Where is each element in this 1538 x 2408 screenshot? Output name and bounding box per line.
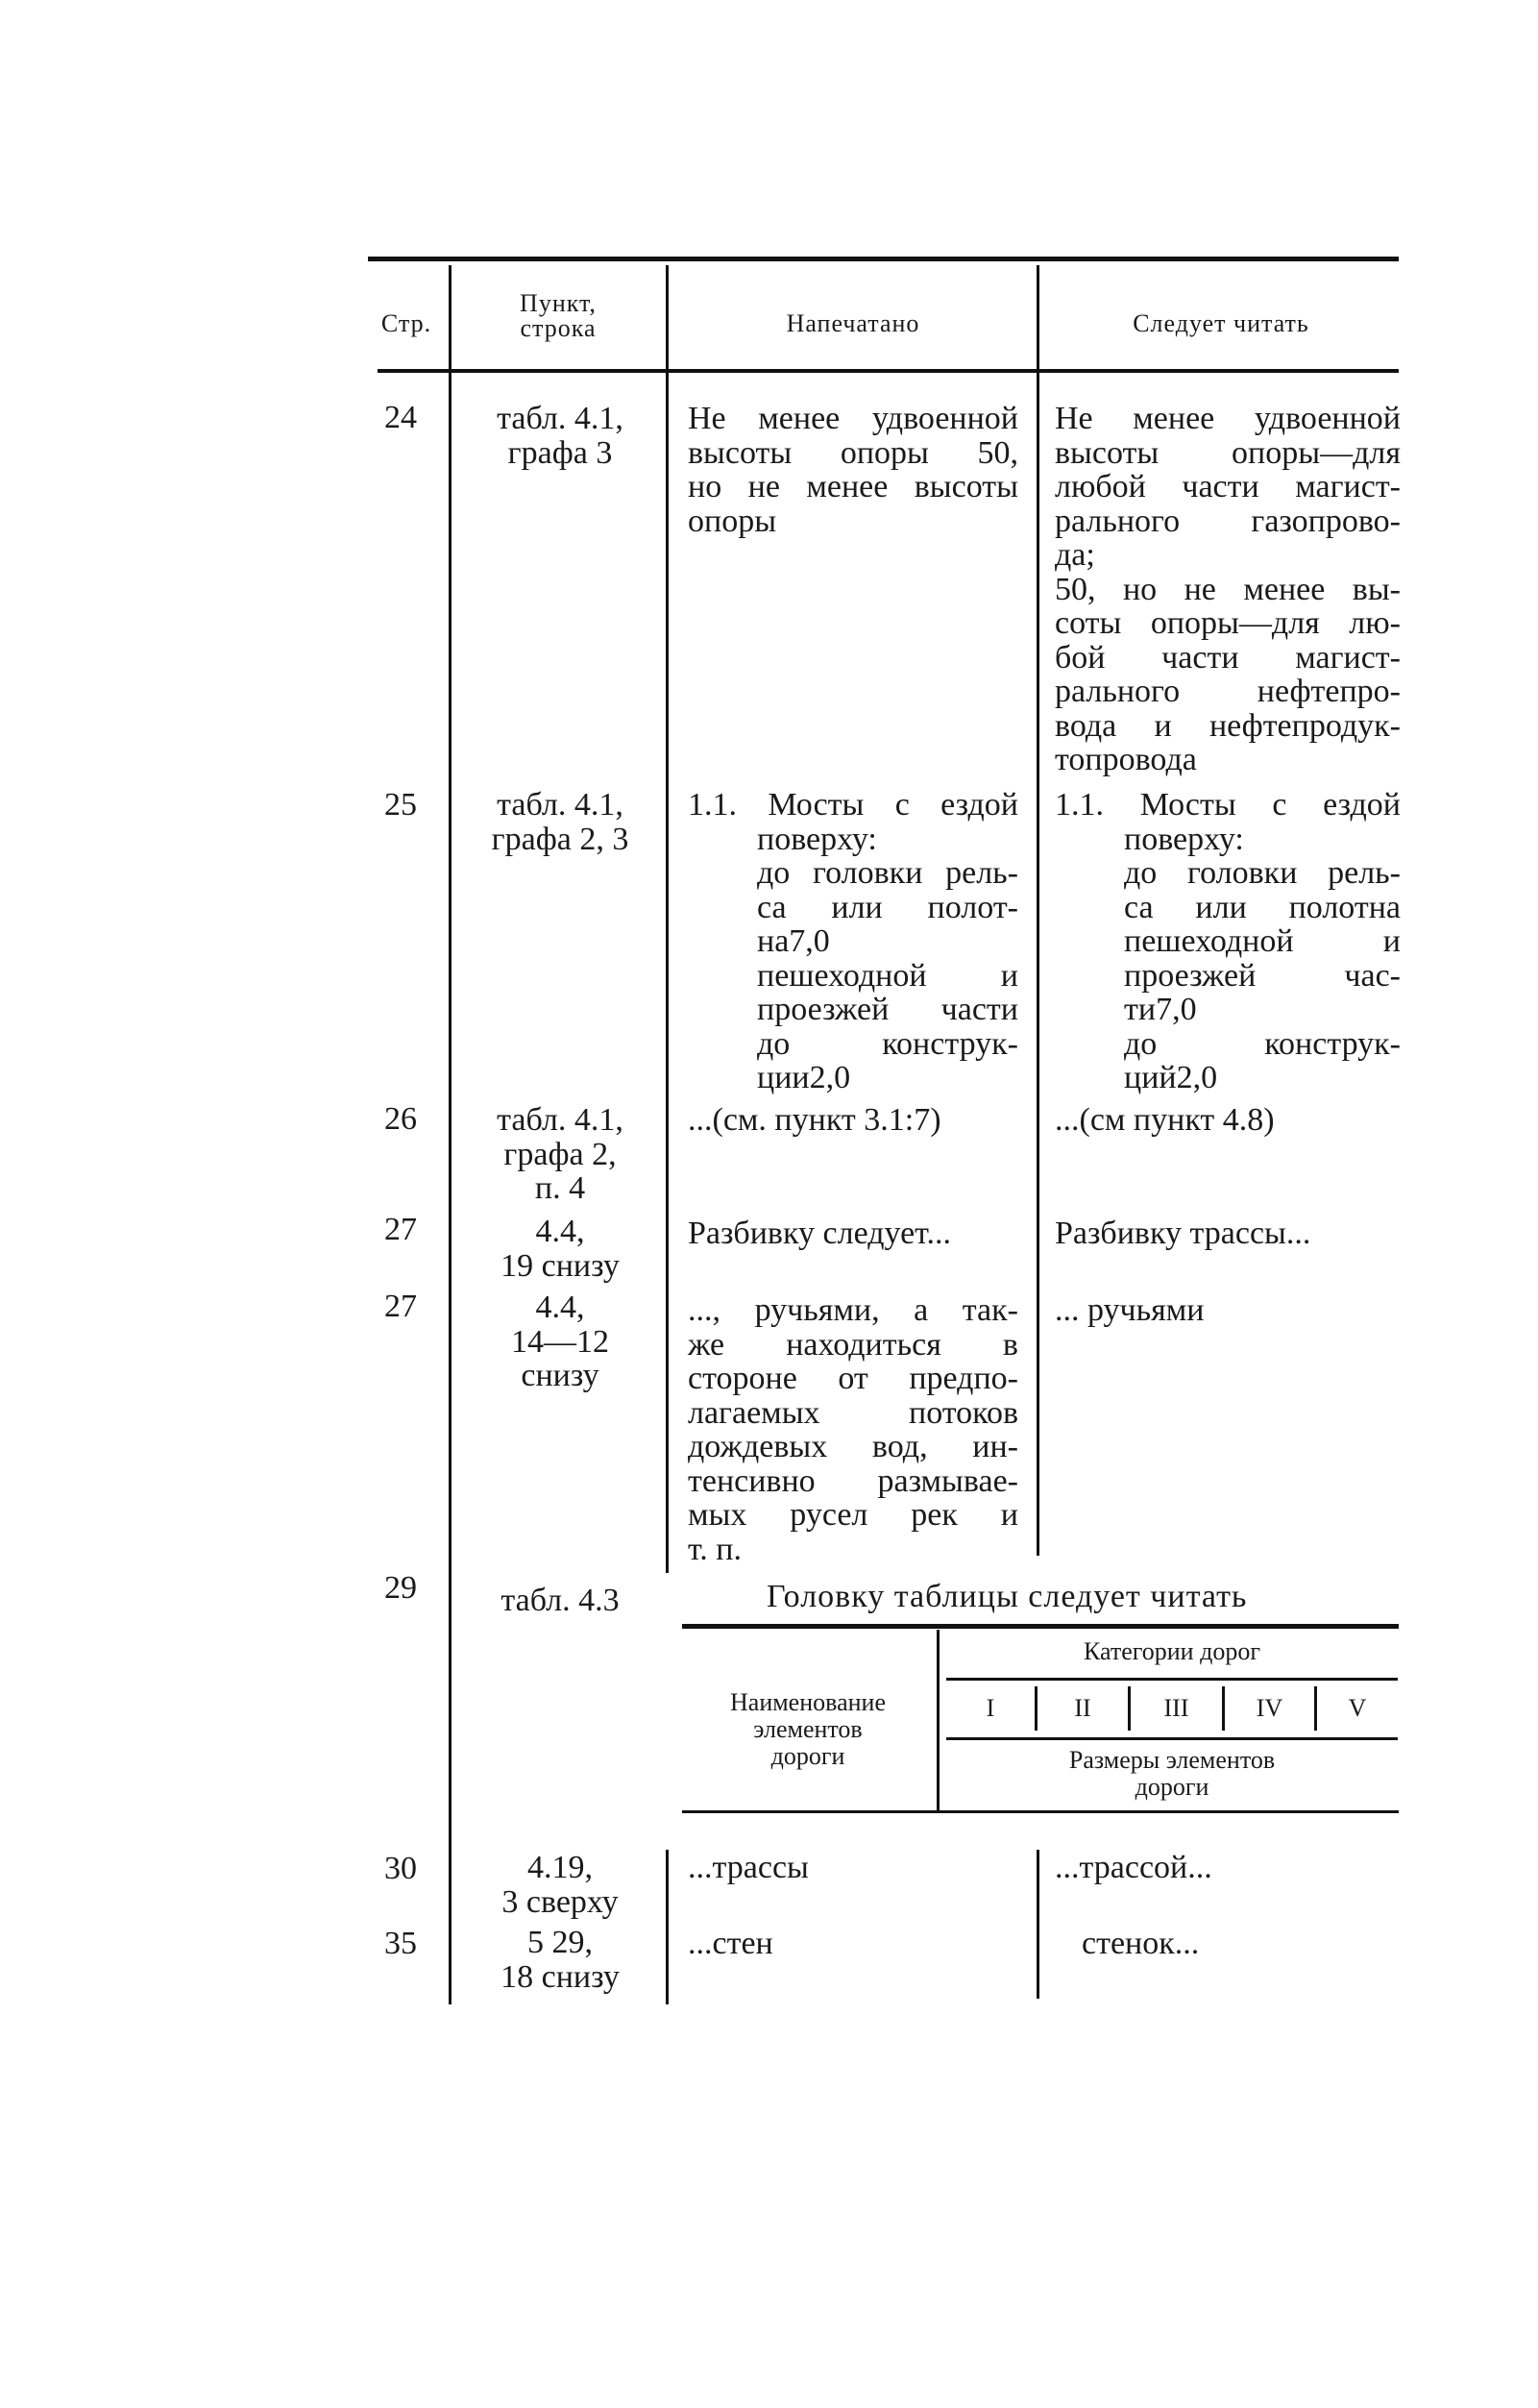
cell-line (688, 856, 1018, 891)
text-line: до головки рель- (1124, 855, 1401, 891)
cell-line: рального нефтепро- (1055, 674, 1401, 709)
row-page: 29 (384, 1570, 417, 1606)
cell-line: поверху: (757, 821, 877, 857)
category-label: V (1348, 1694, 1367, 1722)
subtable-values-rule (946, 1737, 1398, 1740)
cell-line: ...(см пункт 4.8) (1055, 1102, 1275, 1138)
row-should-read (1055, 1216, 1401, 1251)
category-label: III (1163, 1694, 1189, 1722)
cell-line: тенсивно размывае- (688, 1462, 1018, 1499)
cell-line: поверху: (1124, 821, 1244, 857)
row-page: 30 (384, 1851, 417, 1886)
cell-line: ..., ручьями, а так- (688, 1292, 1018, 1328)
subtable-bottom-rule (682, 1810, 1399, 1813)
subtable-categories-rule (946, 1678, 1398, 1681)
cell-line (688, 924, 1018, 959)
cell-line: мых русел рек и (688, 1497, 1018, 1533)
row-item (459, 1103, 661, 1206)
cell-line (1055, 993, 1401, 1027)
text-line: 7,0 (789, 923, 830, 959)
text-line: 2,0 (809, 1060, 851, 1095)
row-printed (688, 1851, 1018, 1885)
cell-line: Не менее удвоенной (688, 401, 1018, 436)
cell-line (1055, 856, 1401, 891)
cell-line: высоты опоры 50, (688, 434, 1018, 471)
row-should-read (1055, 1293, 1401, 1328)
categories-title: Категории дорог (1083, 1637, 1260, 1665)
text-line: элементов (753, 1715, 863, 1743)
cell-line: рального газопрово- (1055, 503, 1401, 539)
text-line: Наименование (730, 1688, 886, 1716)
cell-line: 4.4, (535, 1290, 585, 1325)
cell-line (688, 993, 1018, 1027)
cell-line: Разбивку трассы... (1055, 1216, 1311, 1251)
cell-line: табл. 4.3 (500, 1583, 620, 1618)
text-line: пешеходной и (757, 957, 1018, 994)
cell-line: стенок... (1082, 1926, 1200, 1961)
row-printed (688, 1103, 1018, 1138)
header-item-line2: строка (520, 314, 597, 342)
header-page: Стр. (380, 309, 432, 337)
row-printed (688, 1927, 1018, 1961)
row-item (459, 1290, 661, 1393)
text-line: Размеры элементов (1068, 1746, 1276, 1774)
cell-line: 3 сверху (501, 1883, 619, 1920)
cell-line: дождевых вод, ин- (688, 1429, 1018, 1464)
cell-line (688, 1027, 1018, 1062)
text-line: дороги (770, 1742, 845, 1770)
cell-line (1055, 924, 1401, 959)
col-rule-3b (1037, 1850, 1039, 1999)
cell-line: табл. 4.1, (497, 787, 623, 823)
row-printed (688, 1216, 1018, 1251)
cell-line: лагаемых потоков (688, 1394, 1018, 1431)
cell-line: 1.1. Мосты с ездой (688, 787, 1018, 823)
cell-line: графа 2, (503, 1136, 617, 1172)
category-label: I (986, 1694, 995, 1722)
cell-line: графа 3 (507, 434, 613, 471)
row-item (459, 1215, 661, 1283)
cell-line: ...трассой... (1055, 1850, 1212, 1885)
text-line: ти (1124, 992, 1157, 1027)
cell-line: снизу (521, 1358, 599, 1393)
col-rule-2 (666, 265, 669, 1573)
cell-line (1055, 1027, 1401, 1062)
cell-line: Не менее удвоенной (1055, 401, 1401, 436)
row-printed (688, 402, 1018, 538)
text-line: ции (757, 1060, 810, 1095)
cell-line: 4.19, (527, 1850, 593, 1885)
text-line: проезжей части (757, 992, 1018, 1027)
cell-line: 19 снизу (500, 1247, 620, 1284)
header-printed: Напечатано (786, 309, 920, 337)
cell-line (1055, 891, 1401, 925)
text-line: са или полотна (1124, 889, 1401, 925)
cell-line: топровода (1055, 742, 1197, 777)
cell-line: но не менее высоты (688, 469, 1018, 504)
cell-line: Разбивку следует... (688, 1216, 951, 1251)
header-item-line1: Пункт, (520, 289, 597, 317)
cell-line (1055, 959, 1401, 994)
row-item (459, 1926, 661, 1994)
cell-line: графа 2, 3 (491, 821, 629, 857)
cell-line: вода и нефтепродук- (1055, 707, 1401, 744)
row-page: 27 (384, 1289, 417, 1324)
text-line: 7,0 (1156, 992, 1197, 1027)
row-should-read (1055, 1103, 1401, 1138)
cell-line: 18 снизу (500, 1958, 620, 1995)
subtable-top-rule (682, 1624, 1399, 1629)
cell-line: 1.1. Мосты с ездой (1055, 787, 1401, 823)
text-line: до конструк- (757, 1025, 1018, 1062)
text-line: 2,0 (1176, 1060, 1218, 1095)
cell-line: 4.4, (535, 1214, 585, 1249)
header-should-read: Следует читать (1133, 309, 1309, 337)
row-should-read (1082, 1927, 1399, 1961)
row-page: 35 (384, 1926, 417, 1961)
col-rule-2b (666, 1850, 669, 2004)
col-rule-3 (1037, 265, 1039, 1556)
row-item (459, 1584, 661, 1618)
cell-line: стороне от предпо- (688, 1361, 1018, 1396)
row-should-read (1055, 788, 1401, 1095)
cell-line: 50, но не менее вы- (1055, 571, 1401, 607)
row-should-read (1055, 402, 1401, 777)
cell-line: высоты опоры—для (1055, 434, 1401, 471)
category-label: II (1074, 1694, 1091, 1722)
cell-line: 14—12 (511, 1323, 609, 1360)
table-top-rule (368, 257, 1399, 261)
text-line: са или полот- (757, 889, 1018, 925)
subtable-name-rule (937, 1630, 940, 1810)
text-line: проезжей час- (1124, 957, 1401, 994)
header-bottom-rule (378, 369, 1399, 373)
cell-line: 5 29, (527, 1925, 593, 1960)
cell-line (688, 959, 1018, 994)
cell-line: же находиться в (688, 1326, 1018, 1363)
cell-line: любой части магист- (1055, 469, 1401, 504)
row-page: 25 (384, 787, 417, 823)
cell-line: ...трассы (688, 1850, 809, 1885)
row-printed (688, 788, 1018, 1095)
cell-line: опоры (688, 503, 777, 539)
col-rule-1 (449, 265, 452, 2004)
cell-line: ... ручьями (1055, 1292, 1205, 1328)
category-label: IV (1256, 1694, 1283, 1722)
row-page: 26 (384, 1101, 417, 1137)
cell-line: да; (1055, 537, 1095, 573)
cell-line: ...стен (688, 1926, 773, 1961)
text-line: до конструк- (1124, 1025, 1401, 1062)
row-item (459, 1851, 661, 1919)
cell-line: табл. 4.1, (497, 401, 623, 436)
row-item (459, 402, 661, 470)
cell-line: табл. 4.1, (497, 1102, 623, 1138)
cell-line (1055, 1061, 1401, 1095)
text-line: ций (1124, 1060, 1177, 1095)
text-line: пешеходной и (1124, 923, 1401, 959)
subtable-note: Головку таблицы следует читать (767, 1579, 1248, 1614)
text-line: на (757, 923, 790, 959)
row-should-read (1055, 1851, 1401, 1885)
cell-line (688, 891, 1018, 925)
cell-line: т. п. (688, 1531, 742, 1567)
cell-line: ...(см. пункт 3.1:7) (688, 1102, 941, 1138)
row-printed (688, 1293, 1018, 1566)
sizes-title (946, 1747, 1398, 1801)
row-page: 27 (384, 1212, 417, 1247)
cell-line: соты опоры—для лю- (1055, 605, 1401, 641)
cell-line: п. 4 (534, 1170, 586, 1206)
text-line: дороги (1135, 1773, 1209, 1801)
row-page: 24 (384, 400, 417, 435)
row-item (459, 788, 661, 856)
cell-line (688, 1061, 1018, 1095)
subtable-name-header (688, 1689, 928, 1770)
text-line: до головки рель- (757, 855, 1018, 891)
header-item (456, 291, 660, 341)
cell-line: бой части магист- (1055, 639, 1401, 676)
